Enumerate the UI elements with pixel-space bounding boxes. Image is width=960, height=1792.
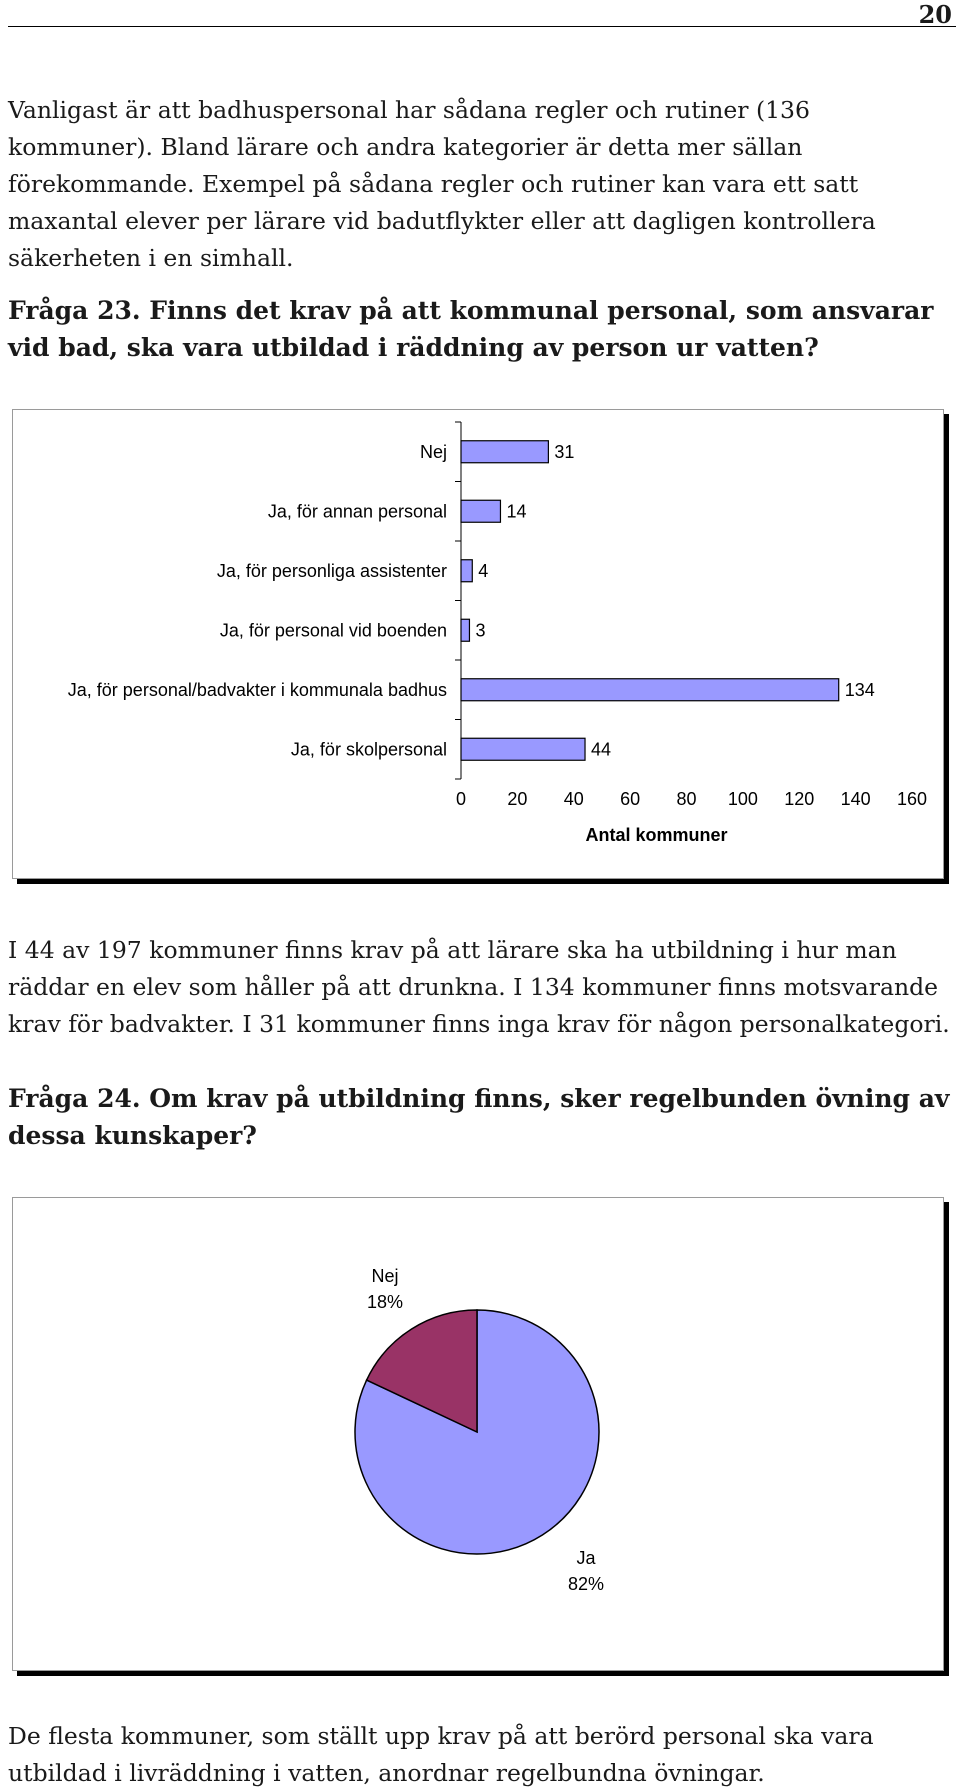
bar-x-tick-label: 120	[784, 789, 815, 809]
closing-paragraph: De flesta kommuner, som ställt upp krav på att berörd personal ska vara utbildad i livräddning i vatten, anordnar regelbundna övningar.	[8, 1722, 874, 1787]
bar	[461, 500, 500, 522]
bar	[461, 560, 472, 582]
intro-paragraph: Vanligast är att badhuspersonal har sådana regler och rutiner (136 kommuner). Bland lärare och andra kategorier är detta mer sällan förekommande. Exempel på sådana regler och rutiner kan vara ett satt maxantal elever per lärare vid badutflykter eller att dagligen kontrollera säkerheten i en simhall.	[8, 96, 876, 272]
question-23-summary: I 44 av 197 kommuner finns krav på att lärare ska ha utbildning i hur man räddar en elev som håller på att drunkna. I 134 kommuner finns motsvarande krav för badvakter. I 31 kommuner finns inga krav för någon personalkategori.	[8, 936, 950, 1038]
bar-category-label: Ja, för personal/badvakter i kommunala badhus	[67, 679, 447, 700]
page-number: 20	[918, 0, 952, 29]
pie-label: Nej	[371, 1266, 399, 1286]
pie-value-label: 18%	[366, 1292, 404, 1312]
pie-chart-frame	[12, 1197, 944, 1671]
bar-x-tick-label: 140	[840, 789, 871, 809]
bar-x-tick-label: 60	[620, 789, 641, 809]
bar-value-label: 31	[554, 441, 575, 462]
bar-chart-frame	[12, 409, 944, 879]
question-23-heading: Fråga 23. Finns det krav på att kommunal personal, som ansvarar vid bad, ska vara utbildad i räddning av person ur vatten?	[8, 296, 934, 362]
bar-value-label: 14	[506, 501, 527, 522]
bar	[461, 738, 585, 760]
bar-value-label: 4	[478, 560, 489, 581]
bar-x-tick-label: 160	[896, 789, 928, 809]
question-24-heading: Fråga 24. Om krav på utbildning finns, sker regelbunden övning av dessa kunskaper?	[8, 1084, 950, 1150]
pie-label: Ja	[576, 1548, 596, 1568]
bar-x-tick-label: 0	[455, 789, 467, 809]
bar-chart	[13, 410, 943, 878]
bar-x-tick-label: 40	[563, 789, 584, 809]
header-rule	[8, 26, 956, 27]
bar-category-label: Ja, för skolpersonal	[290, 739, 447, 760]
pie-chart	[13, 1198, 943, 1670]
bar-category-label: Ja, för annan personal	[267, 501, 447, 522]
bar-x-tick-label: 80	[676, 789, 697, 809]
bar-value-label: 44	[591, 739, 612, 760]
bar-value-label: 134	[844, 679, 875, 700]
bar-category-label: Nej	[419, 441, 447, 462]
bar	[461, 441, 548, 463]
bar-x-tick-label: 20	[507, 789, 528, 809]
bar-x-axis-title: Antal kommuner	[585, 825, 728, 845]
bar-category-label: Ja, för personal vid boenden	[219, 620, 447, 641]
bar-x-tick-label: 100	[727, 789, 758, 809]
bar	[461, 619, 469, 641]
bar	[461, 679, 839, 701]
bar-value-label: 3	[475, 620, 486, 641]
pie-value-label: 82%	[567, 1574, 605, 1594]
bar-category-label: Ja, för personliga assistenter	[216, 560, 447, 581]
